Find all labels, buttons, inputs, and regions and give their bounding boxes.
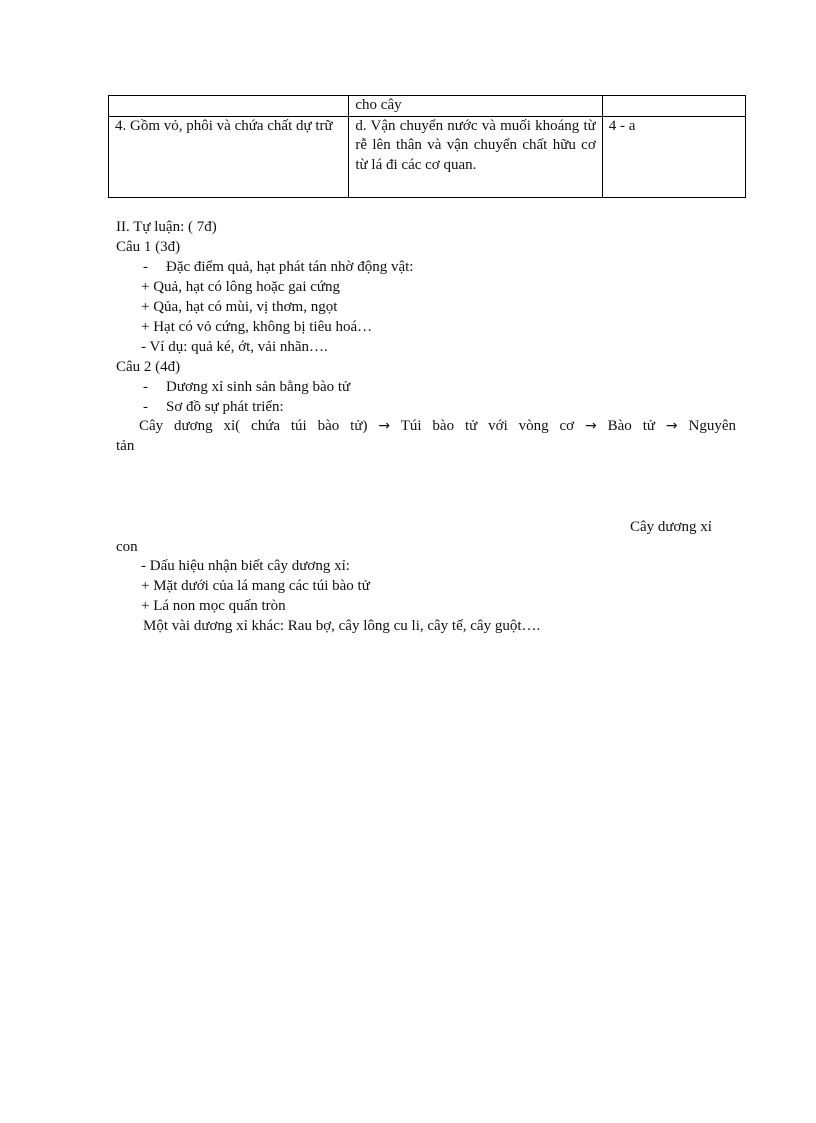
q2-point-1: Dương xỉ sinh sản bằng bào tử — [166, 379, 351, 395]
sign-2: + Lá non mọc quấn tròn — [141, 598, 286, 614]
table-cell: 4. Gồm vỏ, phôi và chứa chất dự trữ — [109, 116, 349, 197]
table-cell: cho cây — [349, 96, 602, 117]
question-1-title: Câu 1 (3đ) — [116, 239, 181, 255]
table-cell: 4 - a — [602, 116, 745, 197]
flow-step-4-continued: tản — [116, 438, 135, 454]
bullet-dash: - — [143, 259, 148, 275]
answer-table — [108, 95, 746, 198]
other-ferns: Một vài dương xỉ khác: Rau bợ, cây lông cu li, cây tế, cây guột…. — [143, 618, 541, 634]
table-row — [109, 96, 746, 117]
signs-title: - Dấu hiệu nhận biết cây dương xỉ: — [141, 558, 350, 574]
bullet-dash: - — [143, 379, 148, 395]
flow-step-1: Cây dương xỉ( chứa túi bào tử) — [139, 418, 368, 434]
q1-plus-1: + Quả, hạt có lông hoặc gai cứng — [141, 279, 341, 295]
table-cell — [109, 96, 349, 117]
q1-plus-2: + Qủa, hạt có mùi, vị thơm, ngọt — [141, 299, 338, 315]
flow-step-5-continued: con — [116, 539, 138, 555]
arrow-right-icon: → — [585, 418, 597, 434]
development-flow — [139, 416, 736, 436]
flow-step-4: Nguyên — [688, 418, 737, 434]
question-2-title: Câu 2 (4đ) — [116, 359, 181, 375]
flow-step-3: Bào tử — [607, 418, 655, 434]
sign-1: + Mặt dưới của lá mang các túi bào tử — [141, 578, 370, 594]
section-heading: II. Tự luận: ( 7đ) — [116, 219, 217, 235]
arrow-right-icon: → — [378, 418, 391, 434]
flow-step-5: Cây dương xỉ — [630, 519, 712, 535]
q1-example: - Ví dụ: quả ké, ớt, vải nhãn…. — [141, 339, 328, 355]
arrow-right-icon: → — [665, 418, 678, 434]
table-cell: d. Vận chuyển nước và muối khoáng từ rễ lên thân và vận chuyển chất hữu cơ từ lá đi các cơ quan. — [349, 116, 602, 197]
q2-point-2: Sơ đồ sự phát triển: — [166, 399, 284, 415]
table-cell — [602, 96, 745, 117]
q1-plus-3: + Hạt có vỏ cứng, không bị tiêu hoá… — [141, 319, 373, 335]
bullet-dash: - — [143, 399, 148, 415]
q1-point: Đặc điểm quả, hạt phát tán nhờ động vật: — [166, 259, 414, 275]
flow-step-2: Túi bào tử với vòng cơ — [400, 418, 575, 434]
table-row — [109, 116, 746, 197]
